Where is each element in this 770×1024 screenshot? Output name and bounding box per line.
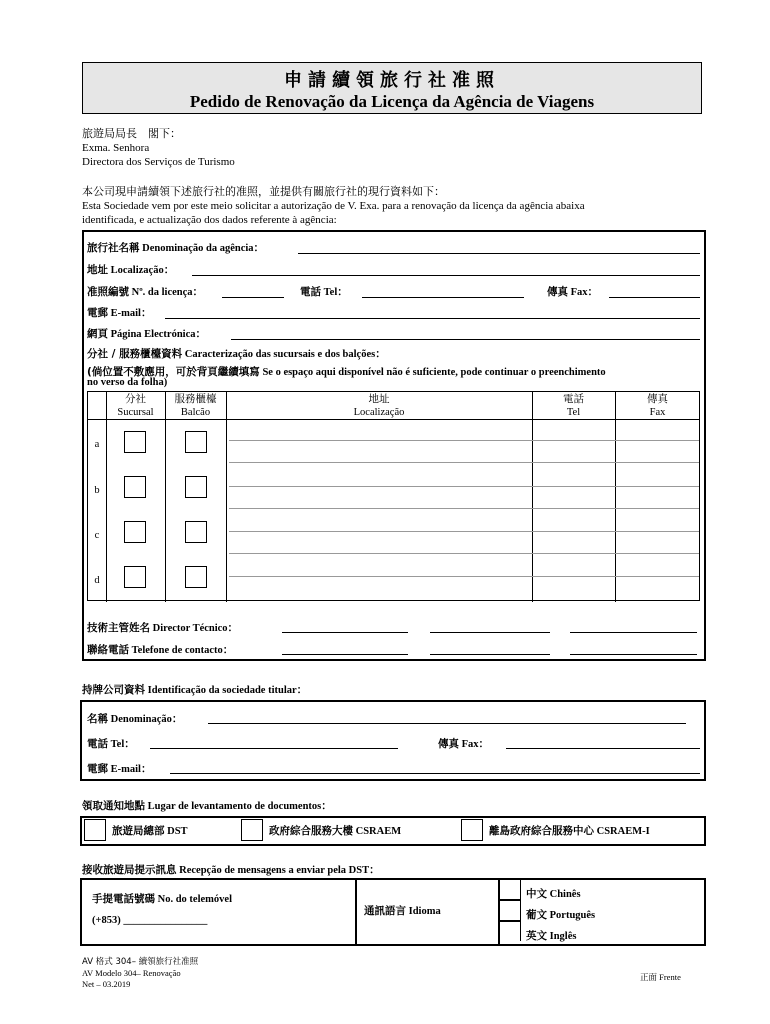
language-portuguese-checkbox[interactable] xyxy=(500,901,520,920)
agency-tel-field[interactable] xyxy=(362,296,524,298)
row-line-a2[interactable] xyxy=(229,462,699,463)
branches-heading: 分社 / 服務櫃檯資料 Caracterização das sucursais e dos balções： xyxy=(87,348,386,360)
mobile-field[interactable]: (+853) ________________ xyxy=(92,915,208,926)
row-label-a: a xyxy=(94,439,100,450)
intro-paragraph xyxy=(82,185,702,227)
company-email-label: 電郵 E-mail： xyxy=(87,763,152,775)
company-heading: 持牌公司資料 Identificação da sociedade titular： xyxy=(82,684,308,696)
contact-field-2[interactable] xyxy=(430,654,550,655)
contact-field-1[interactable] xyxy=(282,654,408,655)
company-email-field[interactable] xyxy=(170,773,700,774)
agency-fax-field[interactable] xyxy=(609,296,700,298)
row-line-a1[interactable] xyxy=(229,440,699,441)
salutation-line3: Directora dos Serviços de Turismo xyxy=(82,156,235,168)
pickup-csraem-checkbox[interactable] xyxy=(241,819,263,841)
row-line-b1[interactable] xyxy=(229,486,699,487)
agency-fax-label: 傳真 Fax： xyxy=(547,286,599,298)
balcao-checkbox-a[interactable] xyxy=(185,431,207,453)
branches-note: (倘位置不敷應用，可於背頁繼續填寫 Se o espaço aqui disponível não é suficiente, pode continuar o preenchimento xyxy=(87,366,606,378)
header-balcao: 服務櫃檯 Balcão xyxy=(174,393,217,418)
agency-web-label: 網頁 Página Electrónica： xyxy=(87,328,206,340)
agency-email-field[interactable] xyxy=(165,317,700,319)
intro-pt1: Esta Sociedade vem por este meio solicitar a autorização de V. Exa. para a renovação da licença da agência abaixa xyxy=(82,200,585,212)
pickup-csraemi-label: 離島政府綜合服務中心 CSRAEM-I xyxy=(489,825,650,837)
pickup-dst-label: 旅遊局總部 DST xyxy=(112,825,188,837)
footer-page-side: 正面 Frente xyxy=(640,972,681,982)
agency-web-field[interactable] xyxy=(231,338,700,340)
form-title-box xyxy=(82,62,702,114)
director-field-2[interactable] xyxy=(430,632,550,633)
header-tel: 電話 Tel xyxy=(563,393,584,418)
header-fax: 傳真 Fax xyxy=(647,393,668,418)
row-line-c1[interactable] xyxy=(229,531,699,532)
col-divider xyxy=(165,391,166,602)
director-field-1[interactable] xyxy=(282,632,408,633)
balcao-checkbox-b[interactable] xyxy=(185,476,207,498)
salutation-zh: 旅遊局局長 閣下： xyxy=(82,127,181,140)
branch-table xyxy=(87,391,700,601)
sucursal-checkbox-b[interactable] xyxy=(124,476,146,498)
messages-heading: 接收旅遊局提示訊息 Recepção de mensagens a enviar pela DST： xyxy=(82,864,380,876)
language-portuguese-label: 葡文 Português xyxy=(526,910,596,921)
intro-pt2: identificada, e actualização dos dados referente à agência: xyxy=(82,214,337,226)
director-field-3[interactable] xyxy=(570,632,697,633)
licence-label: 准照編號 Nº. da licença： xyxy=(87,286,204,298)
pickup-dst-checkbox[interactable] xyxy=(84,819,106,841)
company-fax-field[interactable] xyxy=(506,748,700,749)
branches-note-2: no verso da folha) xyxy=(87,377,168,388)
language-english-checkbox[interactable] xyxy=(500,922,520,941)
header-sucursal: 分社 Sucursal xyxy=(117,393,154,418)
header-localizacao: 地址 Localização xyxy=(353,393,405,418)
pickup-csraem-label: 政府綜合服務大樓 CSRAEM xyxy=(269,825,402,837)
col-divider xyxy=(226,391,227,602)
salutation xyxy=(82,127,235,169)
pickup-csraemi-checkbox[interactable] xyxy=(461,819,483,841)
licence-field[interactable] xyxy=(222,296,284,298)
footer-form-id: AV 格式 304– 續領旅行社准照 AV Modelo 304– Renovação Net – 03.2019 xyxy=(82,957,199,989)
row-line-b2[interactable] xyxy=(229,508,699,509)
company-fax-label: 傳真 Fax： xyxy=(438,738,490,750)
messages-divider xyxy=(355,878,357,946)
row-label-c: c xyxy=(94,530,100,541)
sucursal-checkbox-d[interactable] xyxy=(124,566,146,588)
col-divider xyxy=(615,391,616,602)
language-chinese-checkbox[interactable] xyxy=(500,880,520,899)
form-title-portuguese: Pedido de Renovação da Licença da Agência de Viagens xyxy=(189,92,595,111)
company-name-label: 名稱 Denominação： xyxy=(87,713,183,725)
agency-tel-label: 電話 Tel： xyxy=(300,286,348,298)
mobile-label: 手提電話號碼 No. do telemóvel xyxy=(92,893,232,905)
company-tel-field[interactable] xyxy=(150,748,398,749)
form-title-chinese: 申請續領旅行社准照 xyxy=(284,70,500,91)
company-name-field[interactable] xyxy=(208,723,686,724)
agency-email-label: 電郵 E-mail： xyxy=(87,307,152,319)
language-chinese-label: 中文 Chinês xyxy=(526,889,581,900)
balcao-checkbox-d[interactable] xyxy=(185,566,207,588)
agency-name-field[interactable] xyxy=(298,252,700,254)
language-english-label: 英文 Inglês xyxy=(526,931,577,942)
agency-name-label: 旅行社名稱 Denominação da agência： xyxy=(87,242,265,254)
row-label-d: d xyxy=(94,575,100,586)
sucursal-checkbox-a[interactable] xyxy=(124,431,146,453)
director-contact-label: 聯絡電話 Telefone de contacto： xyxy=(87,644,234,656)
sucursal-checkbox-c[interactable] xyxy=(124,521,146,543)
agency-location-field[interactable] xyxy=(192,274,700,276)
contact-field-3[interactable] xyxy=(570,654,697,655)
salutation-line2: Exma. Senhora xyxy=(82,142,150,154)
row-line-d1[interactable] xyxy=(229,576,699,577)
row-line-c2[interactable] xyxy=(229,553,699,554)
company-tel-label: 電話 Tel： xyxy=(87,738,135,750)
col-divider xyxy=(532,391,533,602)
header-divider xyxy=(87,419,700,420)
balcao-checkbox-c[interactable] xyxy=(185,521,207,543)
language-label: 通訊語言 Idioma xyxy=(364,905,441,917)
col-divider xyxy=(106,391,107,602)
director-label: 技術主管姓名 Director Técnico： xyxy=(87,622,239,634)
row-label-b: b xyxy=(94,485,100,496)
pickup-heading: 領取通知地點 Lugar de levantamento de documentos： xyxy=(82,800,332,812)
agency-location-label: 地址 Localização： xyxy=(87,264,175,276)
intro-zh: 本公司現申請續領下述旅行社的准照，並提供有關旅行社的現行資料如下： xyxy=(82,185,445,198)
